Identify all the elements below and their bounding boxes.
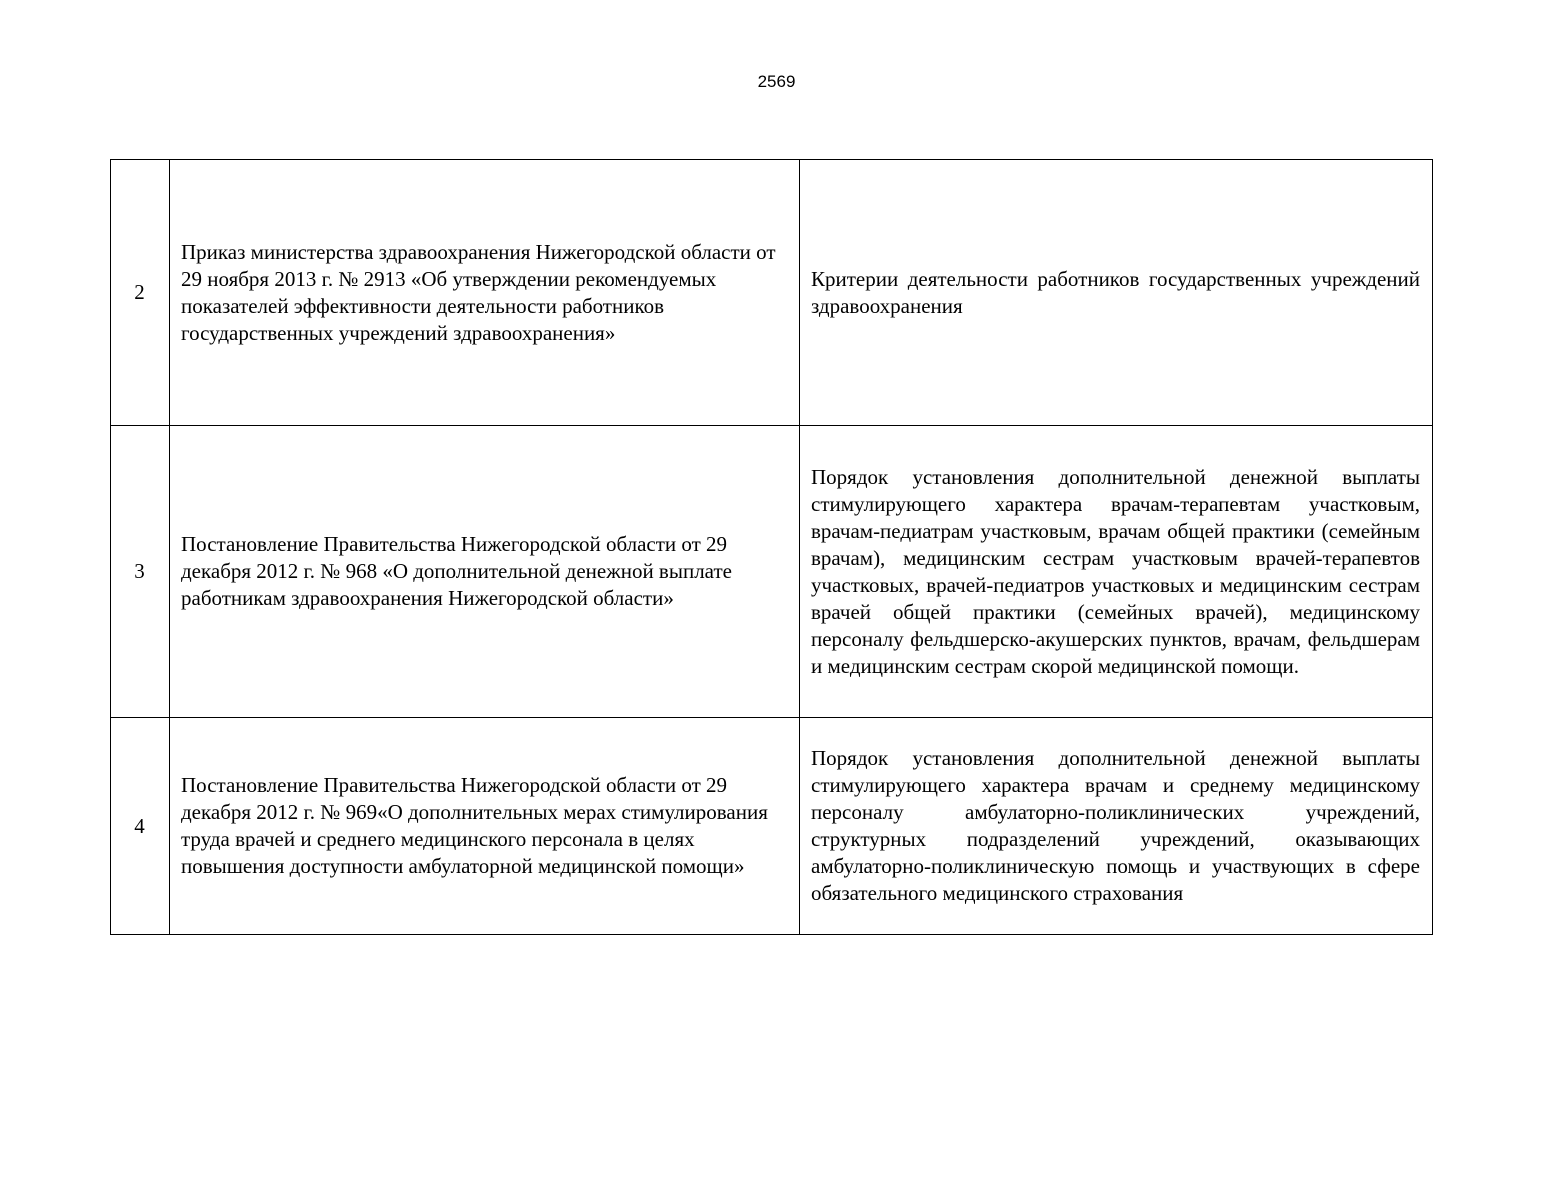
document-title: Приказ министерства здравоохранения Нижегородской области от 29 ноября 2013 г. № 2913 «Об утверждении рекомендуемых показателей эффективности деятельности работников государственных учреждений здравоохранения» bbox=[170, 160, 800, 426]
table-row bbox=[111, 426, 1433, 718]
document-description: Порядок установления дополнительной денежной выплаты стимулирующего характера врачам и среднему медицинскому персоналу амбулаторно-поликлинических учреждений, структурных подразделений учреждений, оказывающих амбулаторно-поликлиническую помощь и участвующих в сфере обязательного медицинского страхования bbox=[800, 718, 1433, 935]
table-row bbox=[111, 160, 1433, 426]
table-row bbox=[111, 718, 1433, 935]
document-description: Порядок установления дополнительной денежной выплаты стимулирующего характера врачам-терапевтам участковым, врачам-педиатрам участковым, врачам общей практики (семейным врачам), медицинским сестрам участковым врачей-терапевтов участковых, врачей-педиатров участковых и медицинским сестрам врачей общей практики (семейных врачей), медицинскому персоналу фельдшерско-акушерских пунктов, врачам, фельдшерам и медицинским сестрам скорой медицинской помощи. bbox=[800, 426, 1433, 718]
document-title: Постановление Правительства Нижегородской области от 29 декабря 2012 г. № 968 «О дополнительной денежной выплате работникам здравоохранения Нижегородской области» bbox=[170, 426, 800, 718]
row-number: 2 bbox=[111, 160, 170, 426]
page-number: 2569 bbox=[757, 72, 796, 91]
row-number: 3 bbox=[111, 426, 170, 718]
document-description: Критерии деятельности работников государственных учреждений здравоохранения bbox=[800, 160, 1433, 426]
document-title: Постановление Правительства Нижегородской области от 29 декабря 2012 г. № 969«О дополнительных мерах стимулирования труда врачей и среднего медицинского персонала в целях повышения доступности амбулаторной медицинской помощи» bbox=[170, 718, 800, 935]
documents-table bbox=[110, 159, 1433, 935]
row-number: 4 bbox=[111, 718, 170, 935]
